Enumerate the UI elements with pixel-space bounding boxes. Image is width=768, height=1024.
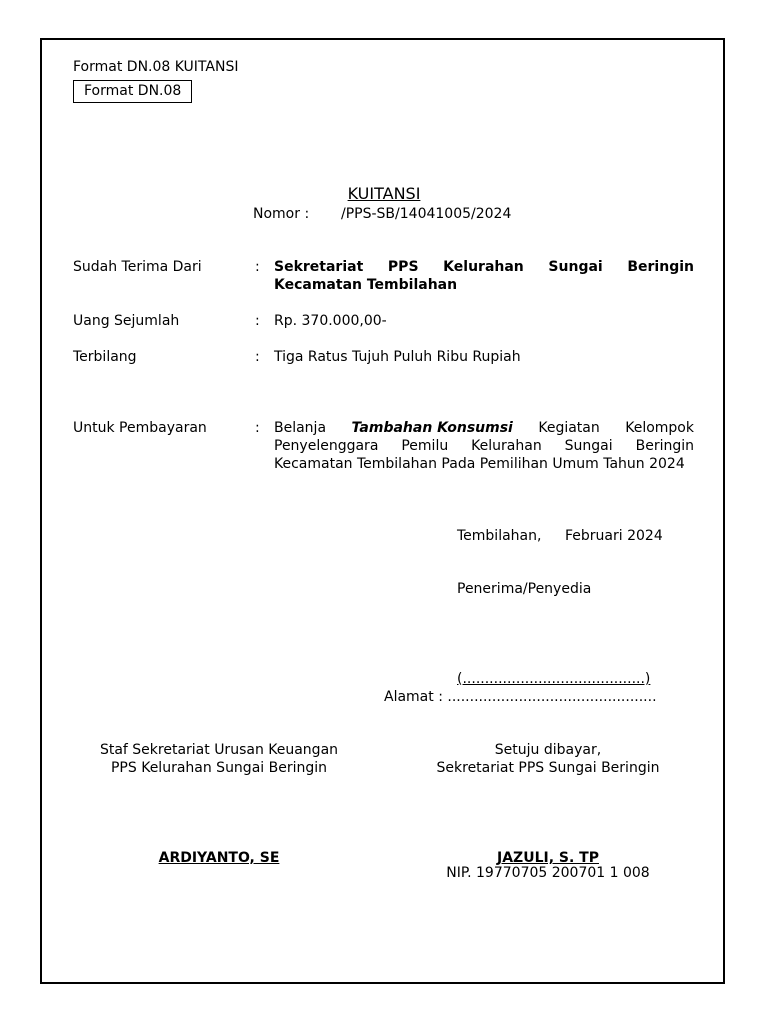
date-text: Februari 2024 — [565, 528, 663, 544]
pembayaran-line-2 — [274, 438, 694, 454]
terima-word: PPS — [387, 259, 419, 275]
field-label-uang: Uang Sejumlah — [73, 313, 180, 329]
terima-word: Beringin — [627, 259, 694, 275]
pembayaran-word: Penyelenggara — [274, 438, 379, 454]
receiver-address: Alamat : ............................................... — [384, 689, 657, 705]
colon: : — [255, 313, 260, 329]
right-sign-line-1: Setuju dibayar, — [494, 742, 602, 758]
pembayaran-word: Kelompok — [625, 420, 694, 436]
field-label-pembayaran: Untuk Pembayaran — [73, 420, 207, 436]
right-signer-name: JAZULI, S. TP — [497, 850, 599, 866]
nomor-value: /PPS-SB/14041005/2024 — [341, 206, 512, 222]
pembayaran-word: Belanja — [274, 420, 327, 436]
left-sign-line-2: PPS Kelurahan Sungai Beringin — [110, 760, 327, 776]
field-label-terbilang: Terbilang — [73, 349, 137, 365]
receiver-name-blank-text: (.........................................) — [457, 671, 651, 687]
colon: : — [255, 259, 260, 275]
terima-word: Sungai — [548, 259, 603, 275]
left-sign-line-1: Staf Sekretariat Urusan Keuangan — [99, 742, 339, 758]
pembayaran-emphasis: Tambahan Konsumsi — [351, 420, 513, 436]
terima-line-1 — [274, 259, 694, 275]
amount-value: Rp. 370.000,00- — [274, 313, 387, 329]
document-title: KUITANSI — [347, 184, 421, 203]
format-box: Format DN.08 — [73, 80, 192, 103]
right-signer-nip: NIP. 19770705 200701 1 008 — [446, 865, 650, 881]
left-signer-name: ARDIYANTO, SE — [158, 850, 280, 866]
place-text: Tembilahan, — [457, 528, 542, 544]
receipt-page — [40, 38, 725, 984]
terima-word: Sekretariat — [274, 259, 364, 275]
pembayaran-word: Kegiatan — [538, 420, 600, 436]
nomor-label: Nomor : — [253, 206, 310, 222]
field-label-terima: Sudah Terima Dari — [73, 259, 202, 275]
terima-word: Kelurahan — [443, 259, 524, 275]
pembayaran-word: Sungai — [564, 438, 613, 454]
receiver-name-blank — [457, 671, 650, 687]
pembayaran-word: Kelurahan — [471, 438, 542, 454]
terima-line-2: Kecamatan Tembilahan — [274, 277, 458, 293]
pembayaran-word: Pemilu — [401, 438, 449, 454]
pembayaran-line-1 — [274, 420, 694, 436]
amount-in-words: Tiga Ratus Tujuh Puluh Ribu Rupiah — [274, 349, 521, 365]
pembayaran-line-3: Kecamatan Tembilahan Pada Pemilihan Umum Tahun 2024 — [274, 456, 685, 472]
right-sign-line-2: Sekretariat PPS Sungai Beringin — [436, 760, 660, 776]
colon: : — [255, 420, 260, 436]
format-header-text: Format DN.08 KUITANSI — [73, 59, 239, 75]
pembayaran-word: Beringin — [635, 438, 694, 454]
colon: : — [255, 349, 260, 365]
receiver-title: Penerima/Penyedia — [457, 581, 592, 597]
